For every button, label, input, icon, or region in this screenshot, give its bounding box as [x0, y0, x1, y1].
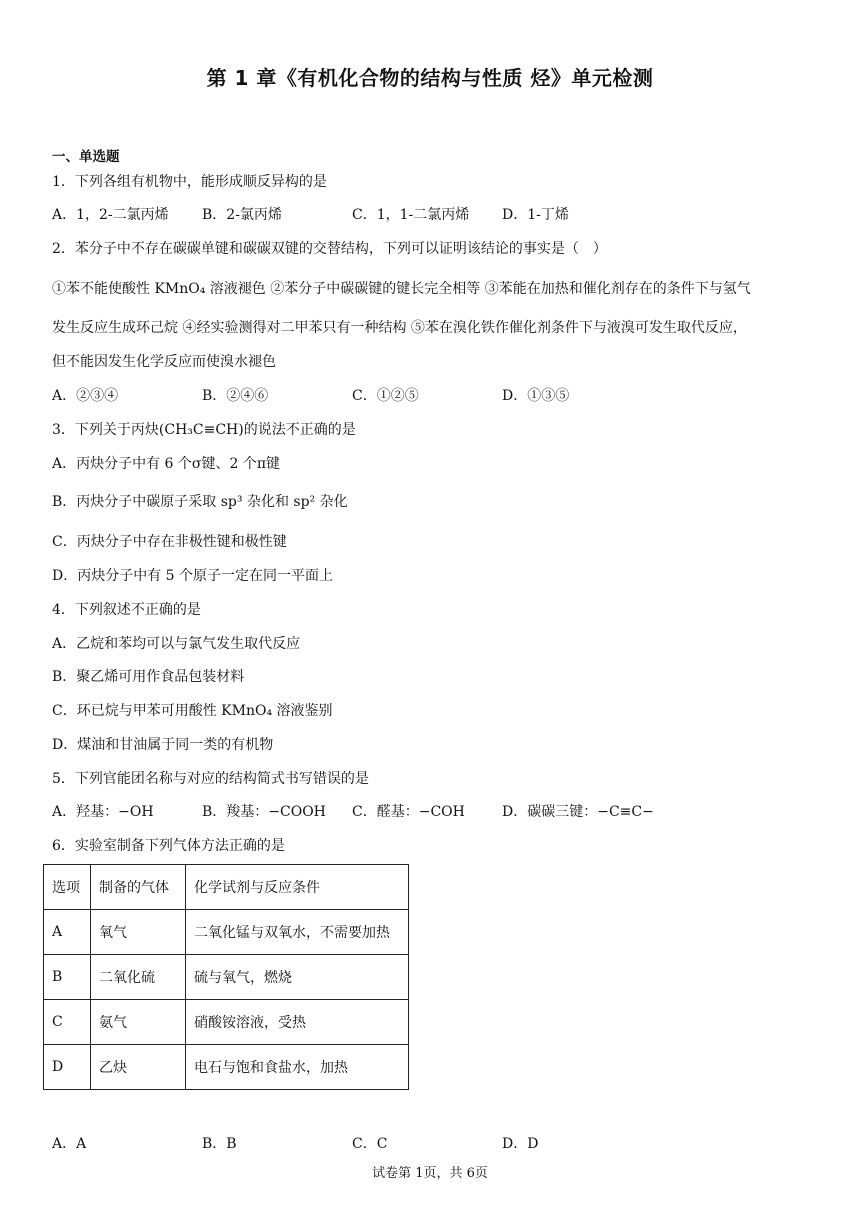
q4-option-b: B．聚乙烯可用作食品包装材料	[52, 669, 245, 685]
page-title: 第 1 章《有机化合物的结构与性质 烃》单元检测	[206, 66, 654, 90]
q3-option-b: B．丙炔分子中碳原子采取 sp³ 杂化和 sp² 杂化	[52, 494, 348, 510]
table-header-cell: 制备的气体	[91, 865, 186, 910]
table-cell: 硝酸铵溶液，受热	[186, 1000, 409, 1045]
question-5-stem: 5．下列官能团名称与对应的结构简式书写错误的是	[52, 771, 369, 787]
question-2-stem: 2．苯分子中不存在碳碳单键和碳碳双键的交替结构，下列可以证明该结论的事实是（ ）	[52, 241, 607, 257]
table-row	[44, 1045, 409, 1090]
q4-option-a: A．乙烷和苯均可以与氯气发生取代反应	[52, 636, 301, 652]
table-cell: A	[44, 910, 91, 955]
q2-statement-line-3: 但不能因发生化学反应而使溴水褪色	[52, 354, 276, 370]
table-cell: C	[44, 1000, 91, 1045]
table-cell: 乙炔	[91, 1045, 186, 1090]
q4-option-d: D．煤油和甘油属于同一类的有机物	[52, 737, 274, 753]
q2-statement-line-2: 发生反应生成环己烷 ④经实验测得对二甲苯只有一种结构 ⑤苯在溴化铁作催化剂条件下与液溴可发生取代反应，	[52, 320, 747, 336]
q6-table	[43, 864, 409, 1090]
table-cell: 二氧化硫	[91, 955, 186, 1000]
q4-option-c: C．环已烷与甲苯可用酸性 KMnO₄ 溶液鉴别	[52, 703, 333, 719]
q5-option-b: B．羧基：−COOH	[202, 804, 326, 820]
q3-option-d: D．丙炔分子中有 5 个原子一定在同一平面上	[52, 568, 334, 584]
q2-statement-line-1: ①苯不能使酸性 KMnO₄ 溶液褪色 ②苯分子中碳碳键的键长完全相等 ③苯能在加热和催化剂存在的条件下与氢气	[52, 281, 751, 297]
q3-option-c: C．丙炔分子中存在非极性键和极性键	[52, 534, 287, 550]
q5-option-d: D．碳碳三键：−C≡C−	[502, 804, 654, 820]
table-cell: D	[44, 1045, 91, 1090]
question-1-stem: 1．下列各组有机物中，能形成顺反异构的是	[52, 174, 327, 190]
table-cell: 电石与饱和食盐水，加热	[186, 1045, 409, 1090]
q1-option-c: C．1，1-二氯丙烯	[352, 207, 470, 223]
table-cell: 硫与氧气，燃烧	[186, 955, 409, 1000]
q5-option-c: C．醛基：−COH	[352, 804, 465, 820]
page-footer: 试卷第 1页，共 6页	[372, 1166, 488, 1181]
q3-option-a: A．丙炔分子中有 6 个σ键、2 个π键	[52, 456, 281, 472]
q2-option-b: B．②④⑥	[202, 388, 269, 404]
q6-option-c: C．C	[352, 1136, 388, 1152]
q2-option-c: C．①②⑤	[352, 388, 419, 404]
question-3-stem: 3．下列关于丙炔(CH₃C≡CH)的说法不正确的是	[52, 422, 356, 438]
table-row	[44, 955, 409, 1000]
q2-option-a: A．②③④	[52, 388, 119, 404]
table-cell: B	[44, 955, 91, 1000]
q2-option-d: D．①③⑤	[502, 388, 570, 404]
q6-option-d: D．D	[502, 1136, 539, 1152]
q1-option-b: B．2-氯丙烯	[202, 207, 282, 223]
question-6-stem: 6．实验室制备下列气体方法正确的是	[52, 838, 285, 854]
table-cell: 氨气	[91, 1000, 186, 1045]
q6-option-b: B．B	[202, 1136, 237, 1152]
table-row	[44, 1000, 409, 1045]
q1-option-a: A．1，2-二氯丙烯	[52, 207, 169, 223]
table-cell: 二氧化锰与双氧水，不需要加热	[186, 910, 409, 955]
table-header-row	[44, 865, 409, 910]
table-header-cell: 选项	[44, 865, 91, 910]
question-4-stem: 4．下列叙述不正确的是	[52, 602, 201, 618]
section-heading: 一、单选题	[52, 149, 120, 165]
table-cell: 氧气	[91, 910, 186, 955]
q5-option-a: A．羟基：−OH	[52, 804, 154, 820]
q1-option-d: D．1-丁烯	[502, 207, 569, 223]
table-row	[44, 910, 409, 955]
table-header-cell: 化学试剂与反应条件	[186, 865, 409, 910]
q6-option-a: A．A	[52, 1136, 87, 1152]
